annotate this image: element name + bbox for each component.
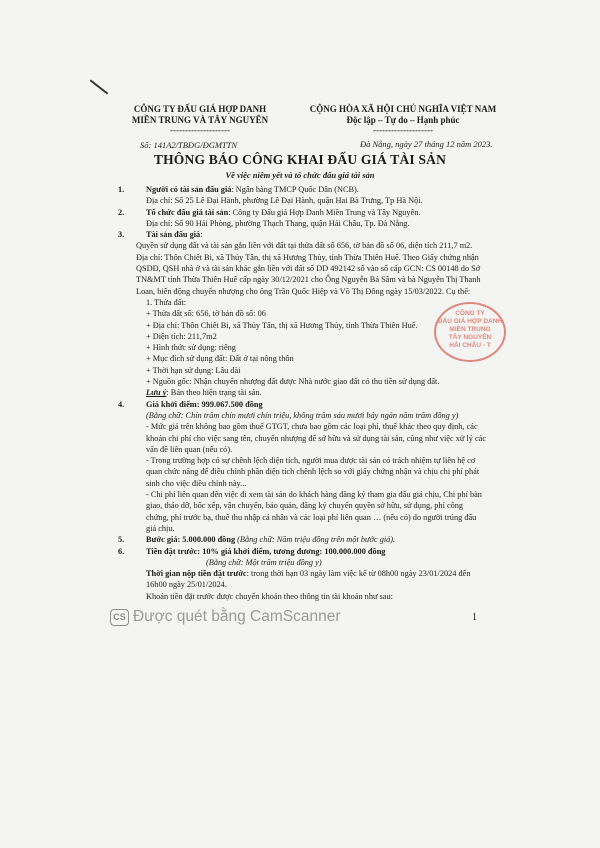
- transfer-info: Khoản tiền đặt trước được chuyển khoản theo thông tin tài khoản như sau:: [146, 591, 393, 601]
- note-text: : Bán theo hiện trạng tài sản.: [166, 388, 262, 398]
- asset-description: Quyền sử dụng đất và tài sản gắn liền với đất tại thửa đất số 656, tờ bản đồ số 06, diện tích 211,7 m2. Địa chỉ: Thôn Chiết Bi, xã Thủy Tân, thị xã Hương Thủy, tỉnh Thừa Thiên Huế. Theo Giấy chứng nhận QSDĐ, QSH nhà ở và tài sản khác gắn liền với đất số DD 492142 số vào sổ cấp GCN: CS 00148 do Sở TN&MT tỉnh Thừa Thiên Huế cấp ngày 30/12/2021 cho Ông Nguyễn Bá Sâm và bà Nguyễn Thị Thanh Loan, biến động chuyển nhượng cho ông Trần Quốc Hiệp và Võ Thị Đông ngày 15/03/2022. Cụ thể:: [136, 241, 481, 296]
- section-label: Tổ chức đấu giá tài sản: [146, 207, 229, 217]
- asset-item: + Diện tích: 211,7m2: [146, 331, 217, 341]
- section-6: [118, 546, 486, 602]
- section-address: Địa chỉ: Số 90 Hải Phòng, phường Thạch Thang, quận Hải Châu, Tp. Đà Nẵng.: [146, 218, 410, 228]
- document-subtitle: Về việc niêm yết và tổ chức đấu giá tài sản: [225, 170, 375, 180]
- company-seal-stamp: [434, 302, 506, 362]
- national-title: CỘNG HÒA XÃ HỘI CHỦ NGHĨA VIỆT NAM: [309, 104, 497, 114]
- starting-price: Giá khởi điểm: 999.067.500 đồng: [146, 399, 263, 409]
- starting-price-words: (Bằng chữ: Chín trăm chín mươi chín triệu, không trăm sáu mươi bảy ngàn năm trăm đồng y): [146, 410, 459, 420]
- section-3: [118, 229, 486, 398]
- company-name-line1: CÔNG TY ĐẤU GIÁ HỢP DANH: [133, 104, 267, 114]
- price-note-1: - Mức giá trên không bao gồm thuế GTGT, chưa bao gồm các loại phí, thuế khác theo quy định, các khoản chi phí cho việc sang tên, chuyển nhượng để sở hữu và sử dụng tài sản, cũng như việc xử lý các vấn đề liên quan (nếu có).: [146, 422, 487, 454]
- price-note-2: - Trong trường hợp có sự chênh lệch diện tích, người mua được tài sản có trách nhiệm tự liên hệ cơ quan chức năng để điều chỉnh phần diện tích chênh lệch so với giấy chứng nhận và chịu chi phí phát sinh cho việc điều chỉnh này...: [146, 456, 480, 488]
- section-number: 5.: [118, 535, 125, 545]
- deposit-amount: Tiền đặt trước: 10% giá khởi điểm, tương đương: 100.000.000 đồng: [146, 546, 386, 556]
- section-number: 2.: [118, 207, 125, 217]
- document-date: Đà Nẵng, ngày 27 tháng 12 năm 2023.: [360, 139, 493, 149]
- section-label: Tài sản đấu giá: [146, 230, 201, 240]
- section-number: 1.: [118, 185, 125, 194]
- camscanner-watermark: Được quét bằng CamScanner: [133, 608, 341, 625]
- section-1: [118, 184, 486, 207]
- section-4: [118, 399, 486, 535]
- company-header: [130, 104, 270, 134]
- section-colon: :: [200, 230, 203, 240]
- asset-item: + Địa chỉ: Thôn Chiết Bi, xã Thủy Tân, thị xã Hương Thủy, tỉnh Thừa Thiên Huế.: [146, 320, 418, 330]
- stamp-line: TÂY NGUYÊN: [448, 334, 492, 341]
- asset-item: + Hình thức sử dụng: riêng: [146, 343, 236, 353]
- section-2: [118, 207, 486, 230]
- asset-item: + Nguồn gốc: Nhận chuyển nhượng đất được Nhà nước giao đất có thu tiền sử dụng đất.: [146, 377, 440, 387]
- section-text: : Ngân hàng TMCP Quốc Dân (NCB).: [231, 185, 359, 194]
- asset-item: 1. Thửa đất:: [146, 297, 187, 307]
- deposit-words: (Bằng chữ: Một trăm triệu đồng y): [206, 557, 322, 567]
- stamp-line: MIỀN TRUNG: [449, 326, 491, 333]
- section-number: 4.: [118, 399, 125, 409]
- header-divider-right: --------------------: [373, 125, 433, 135]
- camscanner-logo-icon: CS: [110, 609, 129, 626]
- company-name-line2: MIỀN TRUNG VÀ TÂY NGUYÊN: [131, 115, 269, 125]
- section-5: [118, 534, 486, 545]
- deposit-time-text: : trong thời hạn 03 ngày làm việc kể từ 08h00 ngày 23/01/2024 đến 16h00 ngày 25/01/2024.: [146, 569, 471, 590]
- stamp-line: ĐẤU GIÁ HỢP DANH: [437, 318, 503, 325]
- bid-step: Bước giá: 5.000.000 đồng: [146, 535, 236, 545]
- section-number: 6.: [118, 546, 125, 556]
- bid-step-words: (Bằng chữ: Năm triệu đồng trên một bước giá).: [235, 535, 396, 545]
- stamp-line: HẢI CHÂU - T: [449, 342, 491, 349]
- national-motto: Độc lập – Tự do – Hạnh phúc: [346, 115, 460, 125]
- pen-mark: [90, 79, 109, 94]
- document-title: THÔNG BÁO CÔNG KHAI ĐẤU GIÁ TÀI SẢN: [153, 152, 447, 167]
- section-number: 3.: [118, 230, 125, 240]
- deposit-time-label: Thời gian nộp tiền đặt trước: [146, 569, 247, 579]
- document-body: [118, 184, 486, 602]
- note-label: Lưu ý: [146, 388, 167, 398]
- section-label: Người có tài sản đấu giá: [146, 185, 232, 194]
- stamp-line: CÔNG TY: [455, 310, 485, 317]
- price-note-3: - Chi phí liên quan đến việc đi xem tài sản do khách hàng đăng ký tham gia đấu giá chịu, Chi phí bàn giao, tháo dỡ, bốc xếp, vận chuyển, bảo quản, đăng ký chuyển quyền sở hữu, sử dụng, phí công chứng, phí trước bạ, thuế thu nhập cá nhân và các loại phí liên quan … (nếu có) do người trúng đấu giá chịu.: [146, 490, 482, 533]
- asset-item: + Mục đích sử dụng đất: Đất ở tại nông thôn: [146, 354, 294, 364]
- national-header: [298, 104, 508, 134]
- section-text: : Công ty Đấu giá Hợp Danh Miền Trung và Tây Nguyên.: [228, 207, 421, 217]
- page-number: 1: [472, 612, 477, 623]
- asset-item: + Thửa đất số: 656, tờ bản đồ số: 06: [146, 309, 266, 319]
- asset-item: + Thời hạn sử dụng: Lâu dài: [146, 365, 241, 375]
- document-reference: Số: 141A2/TBĐG/ĐGMTTN: [140, 140, 238, 150]
- header-divider-left: --------------------: [170, 125, 230, 135]
- section-address: Địa chỉ: Số 25 Lê Đại Hành, phường Lê Đại Hành, quận Hai Bà Trưng, Tp Hà Nội.: [146, 196, 423, 206]
